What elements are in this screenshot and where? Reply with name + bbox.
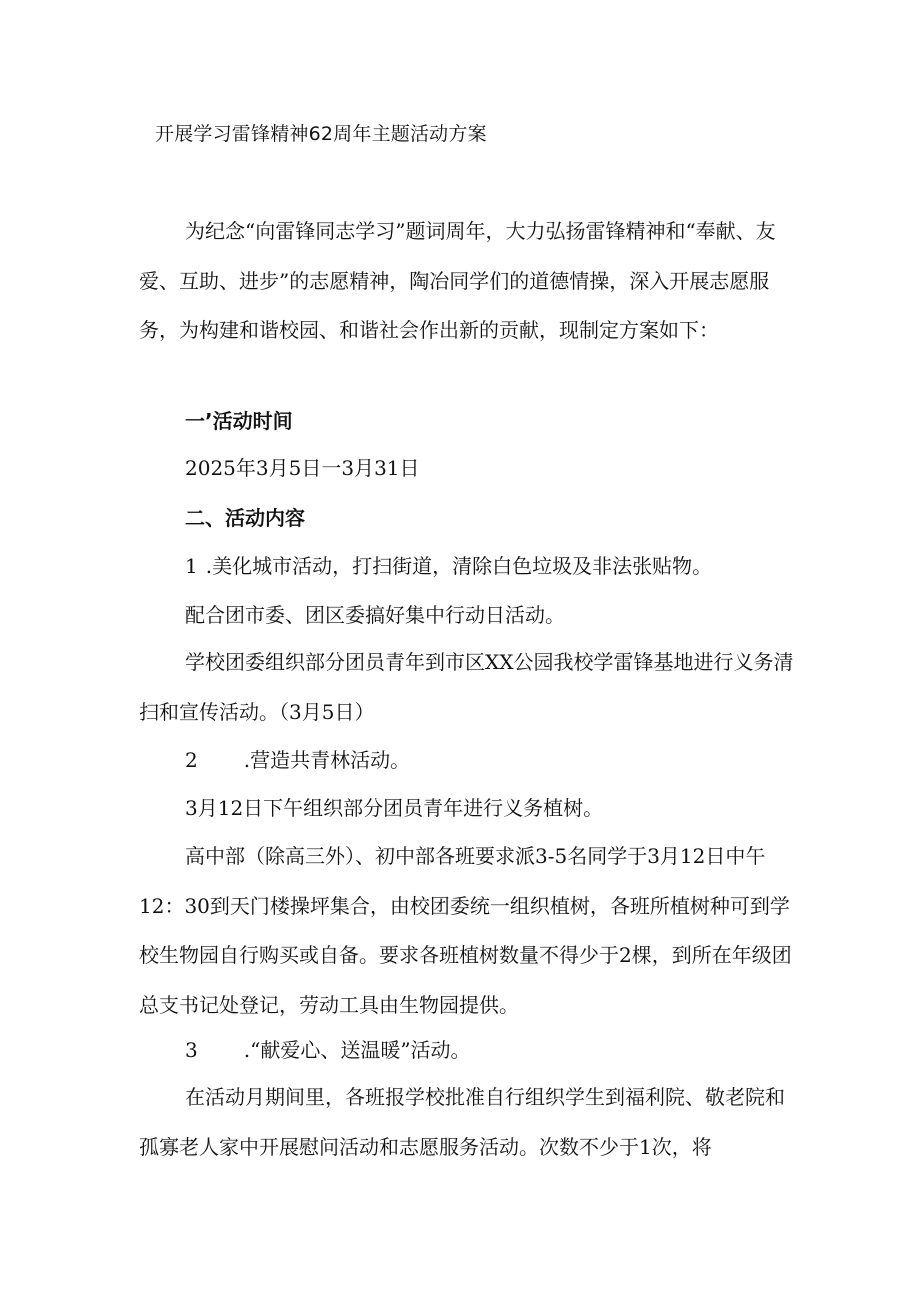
item1-title: .美化城市活动，打扫街道，清除白色垃圾及非法张贴物。 xyxy=(205,554,713,578)
item1-paragraph2-text: 学校团委组织部分团员青年到市区XX公园我校学雷锋基地进行义务清扫和宣传活动。（3月5日） xyxy=(139,650,794,724)
item1-paragraph1: 配合团市委、团区委搞好集中行动日活动。 xyxy=(185,603,565,627)
item1-number: 1 xyxy=(185,554,198,578)
item2-title-line xyxy=(185,744,410,776)
item1-title-line xyxy=(185,550,712,582)
intro-paragraph xyxy=(139,207,803,356)
item2-number: 2 xyxy=(185,748,198,772)
item1-paragraph2 xyxy=(139,638,803,737)
document-title: 开展学习雷锋精神62周年主题活动方案 xyxy=(155,123,487,145)
item3-paragraph1-text: 在活动月期间里，各班报学校批准自行组织学生到福利院、敬老院和孤寡老人家中开展慰问活动和志愿服务活动。次数不少于1次，将 xyxy=(139,1085,785,1159)
section1-date-range: 2025年3月5日一3月31日 xyxy=(185,456,420,480)
intro-text: 为纪念“向雷锋同志学习”题词周年，大力弘扬雷锋精神和“奉献、友爱、互助、进步”的志愿精神，陶冶同学们的道德情操，深入开展志愿服务，为构建和谐校园、和谐社会作出新的贡献，现制定方案如下： xyxy=(139,219,776,342)
item3-number: 3 xyxy=(185,1038,198,1062)
section2-heading: 二、活动内容 xyxy=(185,506,305,530)
item2-title: .营造共青林活动。 xyxy=(243,748,411,772)
item3-title-line xyxy=(185,1034,471,1066)
item3-title: .“献爱心、送温暖”活动。 xyxy=(243,1038,471,1062)
item3-paragraph1 xyxy=(139,1073,803,1172)
item2-paragraph2 xyxy=(139,832,803,1030)
item2-paragraph1: 3月12日下午组织部分团员青年进行义务植树。 xyxy=(185,796,604,820)
item2-paragraph2-text: 高中部（除高三外）、初中部各班要求派3-5名同学于3月12日中午12：30到天门楼操坪集合，由校团委统一组织植树，各班所植树种可到学校生物园自行购买或自备。要求各班植树数量不得少于2棵，到所在年级团总支书记处登记，劳动工具由生物园提供。 xyxy=(139,844,792,1017)
section1-heading: 一’活动时间 xyxy=(185,409,293,433)
